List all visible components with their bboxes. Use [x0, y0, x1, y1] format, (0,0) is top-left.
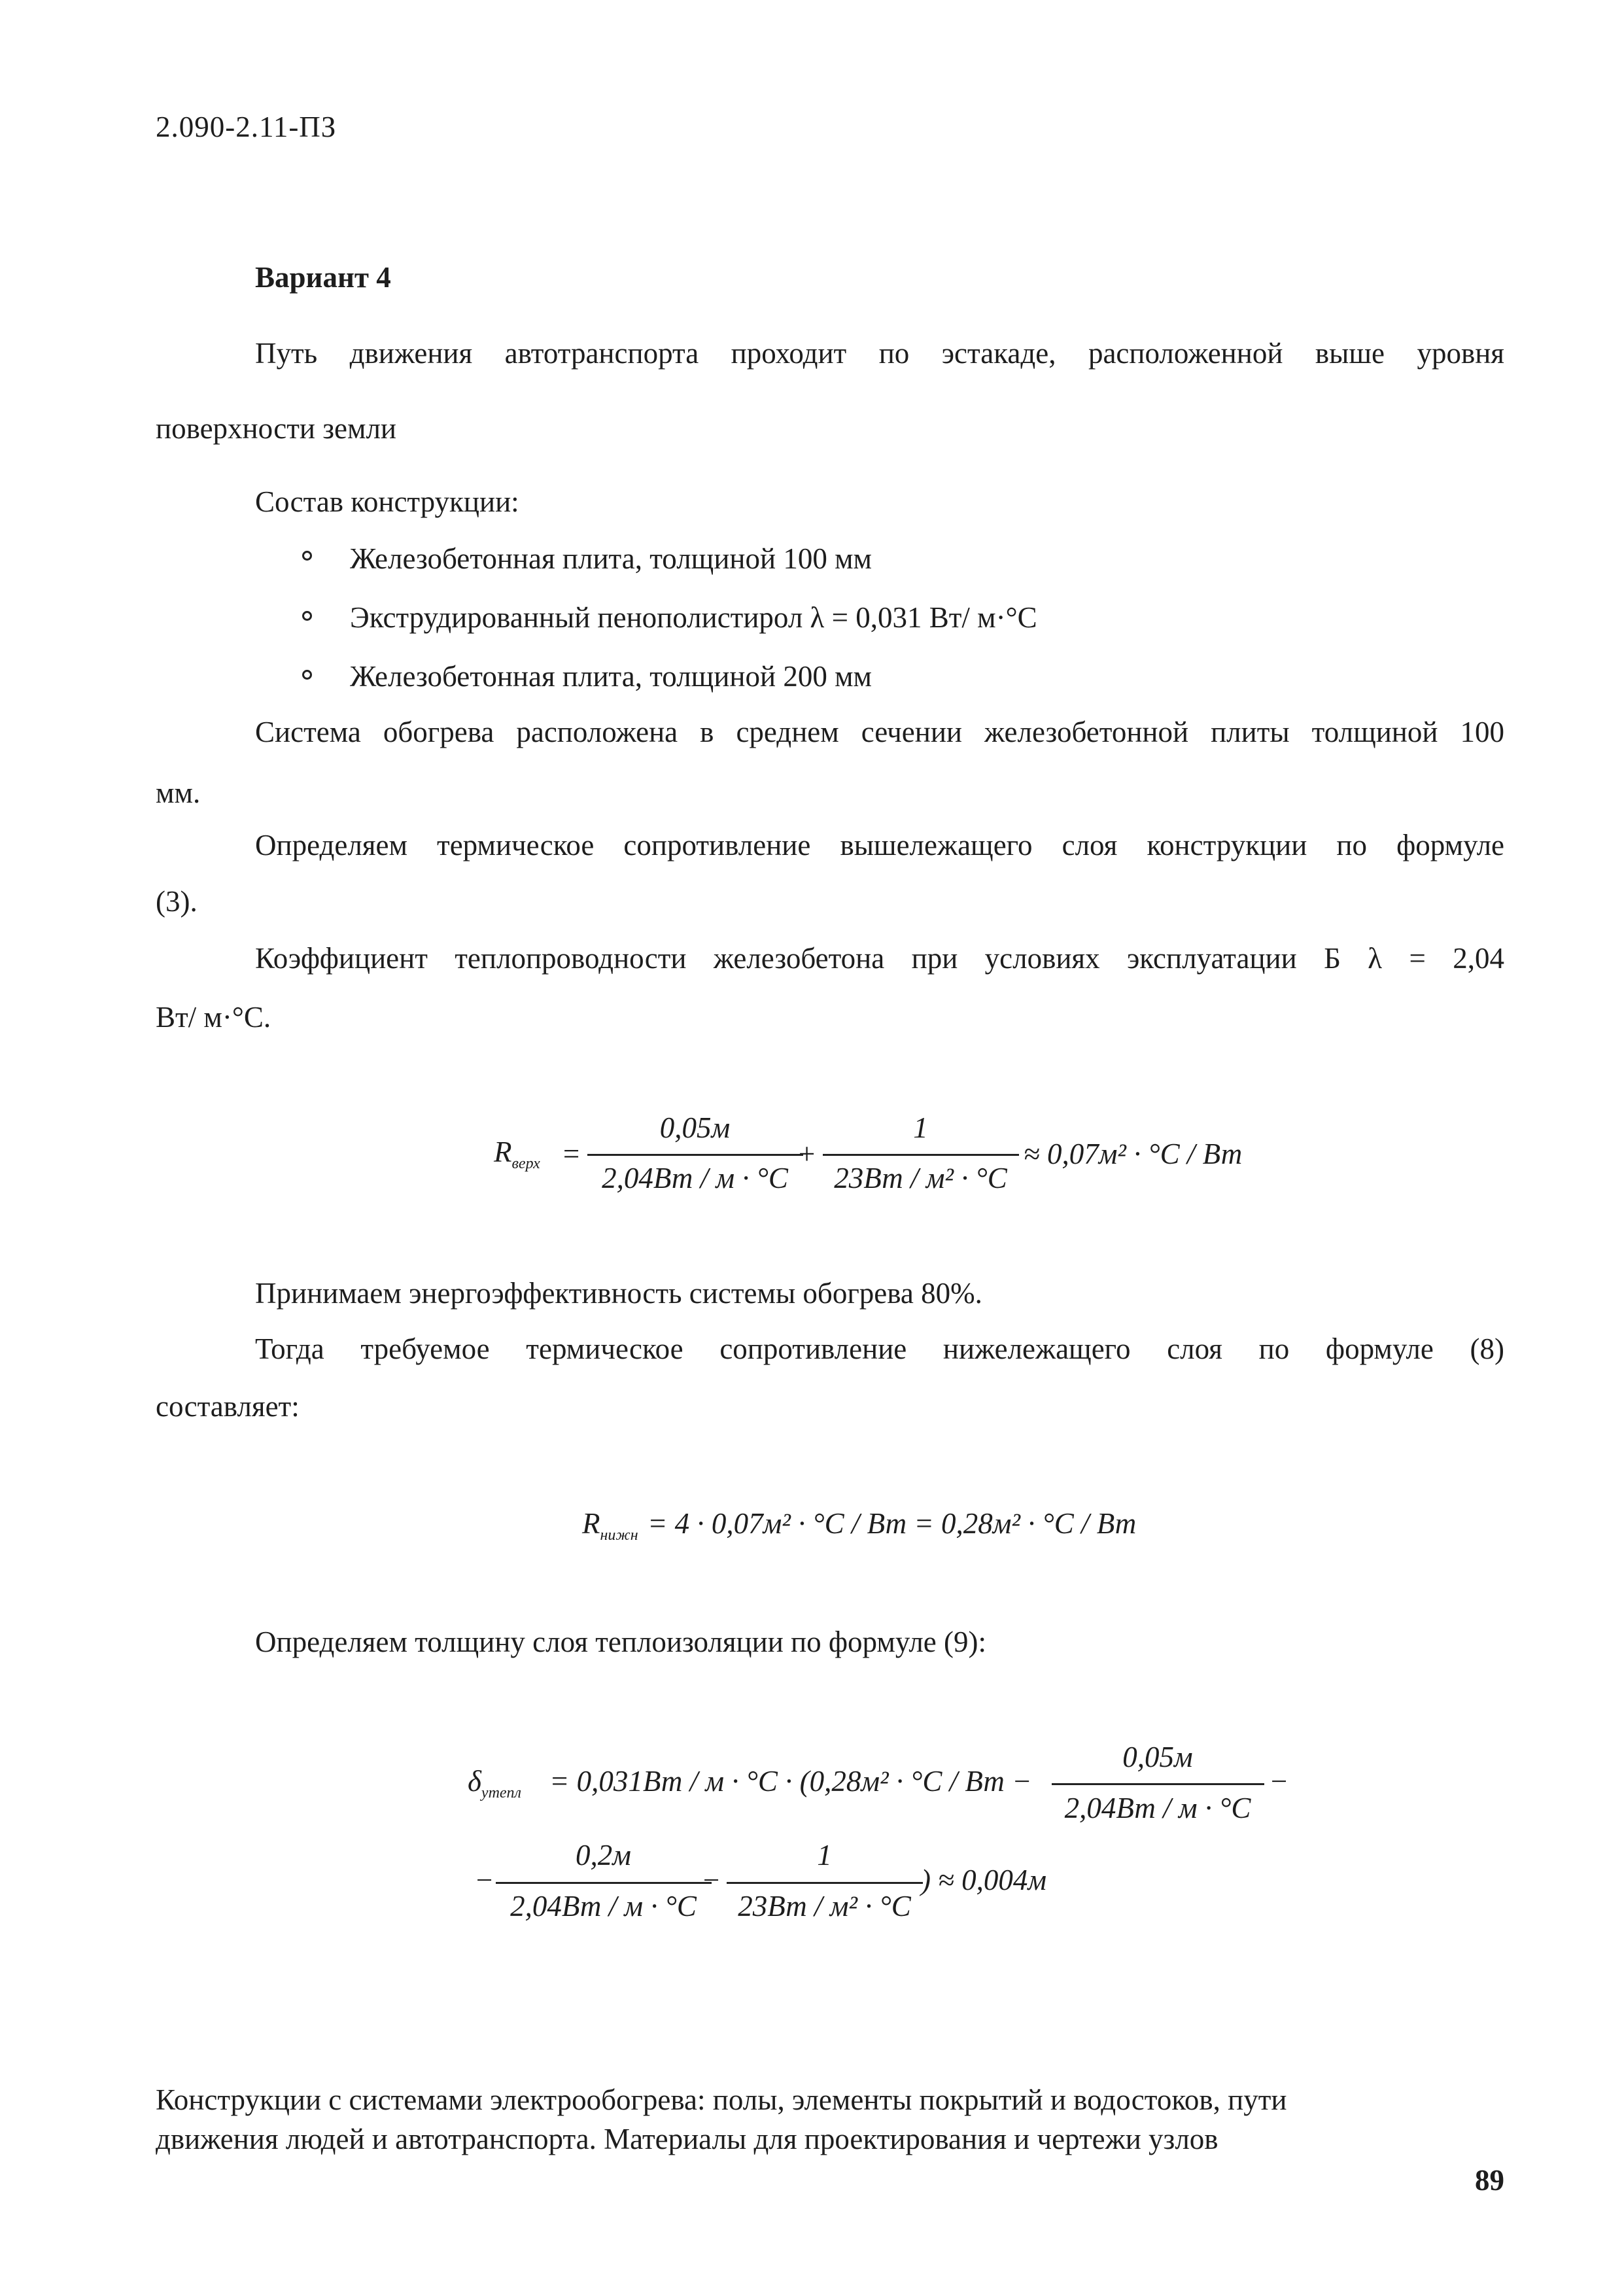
resistance-line-1: Определяем термическое сопротивление вышележащего слоя конструкции по формуле: [255, 829, 1504, 861]
bullet-icon: [302, 670, 312, 680]
formula-1-fraction-1-numerator: 0,05м: [659, 1111, 731, 1144]
fraction-bar: [823, 1154, 1019, 1156]
composition-item-2: Экструдированный пенополистирол λ = 0,031 Вт/ м·°С: [350, 601, 1037, 634]
conductivity-line-2: Вт/ м·°С.: [156, 1001, 271, 1034]
efficiency-text: Принимаем энергоэффективность системы обогрева 80%.: [255, 1277, 982, 1310]
required-line-1: Тогда требуемое термическое сопротивление нижележащего слоя по формуле (8): [255, 1332, 1504, 1365]
composition-item-1: Железобетонная плита, толщиной 100 мм: [350, 542, 872, 575]
formula-3-fraction-3-numerator: 1: [817, 1839, 832, 1871]
formula-1-lhs: $R_{верх}$: [494, 1136, 540, 1172]
formula-3-part-1: = 0,031Вт / м · °С · (0,28м² · °С / Вт −: [549, 1765, 1032, 1798]
formula-3-lhs: $\delta_{утепл}$: [468, 1765, 522, 1801]
required-line-2: составляет:: [156, 1390, 300, 1423]
formula-3-fraction-3-denominator: 23Вт / м² · °С: [738, 1890, 911, 1922]
heating-line-1: Система обогрева расположена в среднем сечении железобетонной плиты толщиной 100: [255, 716, 1504, 748]
composition-item-3: Железобетонная плита, толщиной 200 мм: [350, 660, 872, 693]
intro-line-2: поверхности земли: [156, 412, 396, 445]
bullet-icon: [302, 551, 312, 561]
conductivity-line-1: Коэффициент теплопроводности железобетона при условиях эксплуатации Б λ = 2,04: [255, 942, 1504, 975]
fraction-bar: [496, 1882, 712, 1884]
footer-line-1: Конструкции с системами электрообогрева: полы, элементы покрытий и водостоков, пути: [156, 2083, 1287, 2116]
formula-1-fraction-1-denominator: 2,04Вт / м · °С: [602, 1162, 788, 1194]
document-code: 2.090-2.11-ПЗ: [156, 111, 337, 143]
fraction-bar: [1052, 1783, 1264, 1785]
resistance-line-2: (3).: [156, 885, 198, 918]
formula-2-lhs: $R_{нижн}$: [582, 1507, 638, 1544]
formula-3-result: ) ≈ 0,004м: [921, 1864, 1047, 1896]
formula-3-middle-minus: −: [701, 1864, 721, 1896]
formula-1-equals: =: [561, 1138, 581, 1170]
page-number: 89: [1475, 2164, 1504, 2197]
footer-line-2: движения людей и автотранспорта. Материалы для проектирования и чертежи узлов: [156, 2123, 1218, 2155]
formula-2-rhs: = 4 · 0,07м² · °С / Вт = 0,28м² · °С / Вт: [648, 1507, 1137, 1540]
formula-1-fraction-2-denominator: 23Вт / м² · °С: [834, 1162, 1007, 1194]
formula-3-leading-minus: −: [474, 1864, 494, 1896]
formula-3-fraction-2-denominator: 2,04Вт / м · °С: [510, 1890, 697, 1922]
thickness-text: Определяем толщину слоя теплоизоляции по формуле (9):: [255, 1626, 986, 1658]
section-title: Вариант 4: [255, 261, 391, 294]
formula-3-trailing-minus: −: [1269, 1765, 1289, 1798]
composition-title: Состав конструкции:: [255, 485, 519, 518]
formula-1-plus: +: [797, 1138, 817, 1170]
formula-3-fraction-1-denominator: 2,04Вт / м · °С: [1064, 1792, 1251, 1824]
formula-1-result: ≈ 0,07м² · °С / Вт: [1024, 1138, 1243, 1170]
formula-3-fraction-2-numerator: 0,2м: [576, 1839, 631, 1871]
fraction-bar: [727, 1882, 923, 1884]
formula-1-fraction-2-numerator: 1: [913, 1111, 928, 1144]
intro-line-1: Путь движения автотранспорта проходит по эстакаде, расположенной выше уровня: [255, 337, 1504, 370]
heating-line-2: мм.: [156, 776, 201, 809]
formula-3-fraction-1-numerator: 0,05м: [1122, 1741, 1193, 1773]
fraction-bar: [587, 1154, 803, 1156]
bullet-icon: [302, 611, 312, 621]
